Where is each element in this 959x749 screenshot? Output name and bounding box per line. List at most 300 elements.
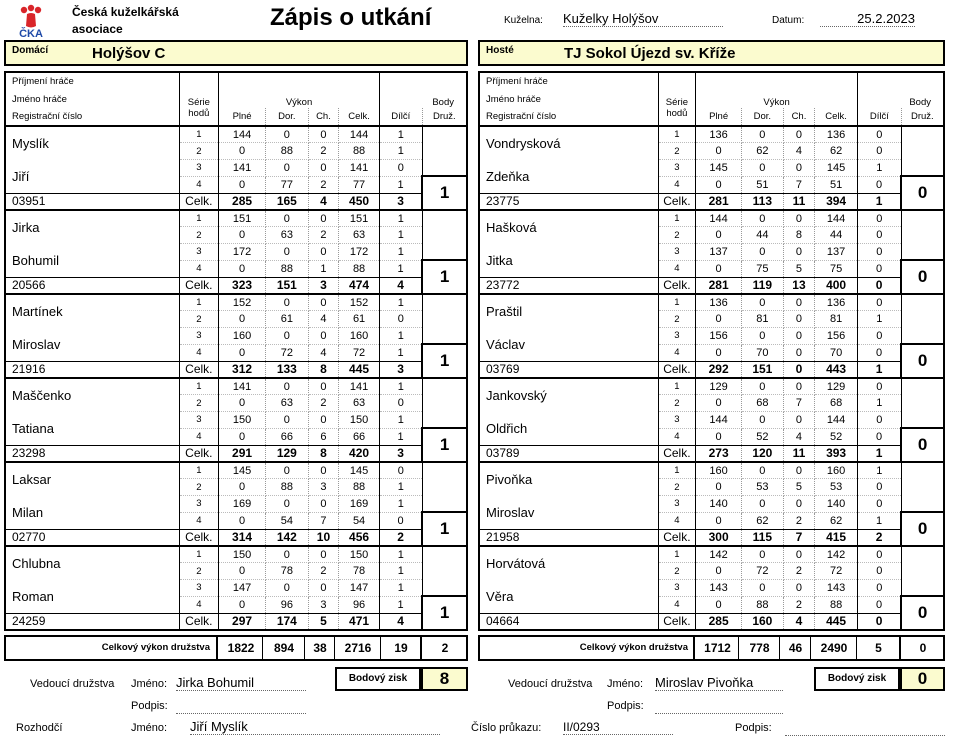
value-full[interactable]: 0 <box>696 260 742 277</box>
value-clear[interactable]: 51 <box>742 176 784 193</box>
player-surname[interactable]: Martínek <box>5 294 179 328</box>
player-reg-number[interactable]: 02770 <box>5 529 179 546</box>
guest-captain-name-field[interactable]: Miroslav Pivoňka <box>655 675 783 691</box>
player-surname[interactable]: Maščenko <box>5 378 179 412</box>
value-clear[interactable]: 88 <box>742 596 784 613</box>
referee-name-field[interactable]: Jiří Myslík <box>190 719 440 735</box>
value-errors[interactable]: 4 <box>308 193 339 210</box>
value-sum[interactable]: 54 <box>339 512 380 529</box>
value-full[interactable]: 144 <box>696 210 742 227</box>
value-sum[interactable]: 141 <box>339 160 380 177</box>
value-sum[interactable]: 136 <box>815 126 858 143</box>
value-clear[interactable]: 0 <box>265 160 308 177</box>
value-full[interactable]: 0 <box>696 479 742 496</box>
partial-points[interactable]: 0 <box>857 344 901 361</box>
value-sum[interactable]: 172 <box>339 244 380 261</box>
player-firstname[interactable]: Milan <box>5 496 179 530</box>
value-full[interactable]: 300 <box>696 529 742 546</box>
value-errors[interactable]: 4 <box>783 613 815 630</box>
value-sum[interactable]: 445 <box>815 613 858 630</box>
value-errors[interactable]: 0 <box>783 210 815 227</box>
date-field[interactable]: 25.2.2023 <box>820 11 915 27</box>
value-clear[interactable]: 72 <box>265 344 308 361</box>
value-clear[interactable]: 0 <box>742 378 784 395</box>
partial-points[interactable]: 0 <box>857 126 901 143</box>
value-sum[interactable]: 70 <box>815 344 858 361</box>
value-errors[interactable]: 0 <box>308 160 339 177</box>
value-sum[interactable]: 53 <box>815 479 858 496</box>
value-full[interactable]: 144 <box>219 126 266 143</box>
value-clear[interactable]: 70 <box>742 344 784 361</box>
value-full[interactable]: 169 <box>219 496 266 513</box>
value-sum[interactable]: 160 <box>339 328 380 345</box>
value-clear[interactable]: 0 <box>265 496 308 513</box>
partial-points[interactable]: 0 <box>857 496 901 513</box>
venue-field[interactable]: Kuželky Holýšov <box>563 11 723 27</box>
value-errors[interactable]: 4 <box>308 311 339 328</box>
value-clear[interactable]: 62 <box>742 143 784 160</box>
partial-points[interactable]: 0 <box>857 244 901 261</box>
partial-points[interactable]: 0 <box>857 143 901 160</box>
value-clear[interactable]: 120 <box>742 445 784 462</box>
player-team-points[interactable]: 0 <box>901 512 944 546</box>
value-full[interactable]: 150 <box>219 546 266 563</box>
value-full[interactable]: 281 <box>696 277 742 294</box>
value-errors[interactable]: 3 <box>308 596 339 613</box>
player-team-points[interactable]: 1 <box>422 260 467 294</box>
player-team-points[interactable]: 1 <box>422 428 467 462</box>
player-surname[interactable]: Jankovský <box>479 378 658 412</box>
player-surname[interactable]: Hašková <box>479 210 658 244</box>
value-sum[interactable]: 445 <box>339 361 380 378</box>
value-clear[interactable]: 0 <box>265 126 308 143</box>
value-clear[interactable]: 88 <box>265 479 308 496</box>
value-sum[interactable]: 72 <box>815 563 858 580</box>
partial-points[interactable]: 1 <box>857 512 901 529</box>
value-clear[interactable]: 0 <box>265 378 308 395</box>
value-full[interactable]: 0 <box>219 596 266 613</box>
partial-points[interactable]: 0 <box>857 210 901 227</box>
value-errors[interactable]: 11 <box>783 445 815 462</box>
value-errors[interactable]: 5 <box>783 260 815 277</box>
value-sum[interactable]: 81 <box>815 311 858 328</box>
player-surname[interactable]: Myslík <box>5 126 179 160</box>
value-sum[interactable]: 51 <box>815 176 858 193</box>
player-surname[interactable]: Laksar <box>5 462 179 496</box>
value-errors[interactable]: 0 <box>783 294 815 311</box>
value-clear[interactable]: 78 <box>265 563 308 580</box>
partial-points[interactable]: 1 <box>379 244 422 261</box>
partial-points[interactable]: 1 <box>857 395 901 412</box>
value-errors[interactable]: 4 <box>783 428 815 445</box>
value-full[interactable]: 0 <box>696 227 742 244</box>
value-clear[interactable]: 68 <box>742 395 784 412</box>
player-firstname[interactable]: Zdeňka <box>479 160 658 194</box>
value-clear[interactable]: 61 <box>265 311 308 328</box>
partial-points[interactable]: 1 <box>379 479 422 496</box>
value-sum[interactable]: 156 <box>815 328 858 345</box>
player-firstname[interactable]: Oldřich <box>479 412 658 446</box>
partial-points[interactable]: 3 <box>379 361 422 378</box>
value-errors[interactable]: 4 <box>783 143 815 160</box>
player-team-points[interactable]: 1 <box>422 344 467 378</box>
partial-points[interactable]: 0 <box>379 512 422 529</box>
value-sum[interactable]: 72 <box>339 344 380 361</box>
player-surname[interactable]: Horvátová <box>479 546 658 580</box>
value-sum[interactable]: 88 <box>339 143 380 160</box>
value-errors[interactable]: 2 <box>308 395 339 412</box>
value-full[interactable]: 142 <box>696 546 742 563</box>
partial-points[interactable]: 1 <box>379 294 422 311</box>
value-errors[interactable]: 0 <box>783 126 815 143</box>
partial-points[interactable]: 0 <box>857 428 901 445</box>
value-full[interactable]: 136 <box>696 126 742 143</box>
value-full[interactable]: 285 <box>219 193 266 210</box>
value-sum[interactable]: 68 <box>815 395 858 412</box>
value-clear[interactable]: 0 <box>742 546 784 563</box>
partial-points[interactable]: 0 <box>857 378 901 395</box>
value-errors[interactable]: 0 <box>783 378 815 395</box>
value-full[interactable]: 0 <box>219 227 266 244</box>
value-clear[interactable]: 0 <box>265 546 308 563</box>
value-sum[interactable]: 150 <box>339 412 380 429</box>
partial-points[interactable]: 1 <box>857 311 901 328</box>
value-sum[interactable]: 88 <box>339 479 380 496</box>
value-errors[interactable]: 7 <box>783 529 815 546</box>
player-firstname[interactable]: Jitka <box>479 244 658 278</box>
value-full[interactable]: 152 <box>219 294 266 311</box>
value-sum[interactable]: 415 <box>815 529 858 546</box>
home-captain-name-field[interactable]: Jirka Bohumil <box>176 675 306 691</box>
partial-points[interactable]: 0 <box>857 176 901 193</box>
partial-points[interactable]: 1 <box>379 344 422 361</box>
value-sum[interactable]: 471 <box>339 613 380 630</box>
value-errors[interactable]: 0 <box>783 328 815 345</box>
value-sum[interactable]: 62 <box>815 143 858 160</box>
value-sum[interactable]: 141 <box>339 378 380 395</box>
value-clear[interactable]: 66 <box>265 428 308 445</box>
value-sum[interactable]: 151 <box>339 210 380 227</box>
value-clear[interactable]: 52 <box>742 428 784 445</box>
partial-points[interactable]: 0 <box>857 227 901 244</box>
value-full[interactable]: 0 <box>219 563 266 580</box>
value-errors[interactable]: 0 <box>308 210 339 227</box>
value-clear[interactable]: 0 <box>265 412 308 429</box>
value-sum[interactable]: 147 <box>339 580 380 597</box>
player-reg-number[interactable]: 03769 <box>479 361 658 378</box>
value-full[interactable]: 0 <box>696 395 742 412</box>
value-sum[interactable]: 443 <box>815 361 858 378</box>
partial-points[interactable]: 1 <box>379 378 422 395</box>
value-full[interactable]: 0 <box>696 344 742 361</box>
value-sum[interactable]: 77 <box>339 176 380 193</box>
value-errors[interactable]: 0 <box>308 378 339 395</box>
value-clear[interactable]: 0 <box>742 294 784 311</box>
partial-points[interactable]: 0 <box>857 294 901 311</box>
value-errors[interactable]: 2 <box>783 563 815 580</box>
partial-points[interactable]: 1 <box>379 210 422 227</box>
player-surname[interactable]: Vondrysková <box>479 126 658 160</box>
value-errors[interactable]: 5 <box>308 613 339 630</box>
player-reg-number[interactable]: 04664 <box>479 613 658 630</box>
value-errors[interactable]: 0 <box>308 328 339 345</box>
value-errors[interactable]: 11 <box>783 193 815 210</box>
value-clear[interactable]: 62 <box>742 512 784 529</box>
value-sum[interactable]: 44 <box>815 227 858 244</box>
value-errors[interactable]: 0 <box>308 580 339 597</box>
value-sum[interactable]: 61 <box>339 311 380 328</box>
value-sum[interactable]: 88 <box>339 260 380 277</box>
value-errors[interactable]: 2 <box>783 596 815 613</box>
value-clear[interactable]: 165 <box>265 193 308 210</box>
value-full[interactable]: 160 <box>696 462 742 479</box>
partial-points[interactable]: 3 <box>379 445 422 462</box>
value-full[interactable]: 273 <box>696 445 742 462</box>
value-errors[interactable]: 0 <box>783 546 815 563</box>
player-reg-number[interactable]: 23298 <box>5 445 179 462</box>
partial-points[interactable]: 0 <box>857 613 901 630</box>
value-errors[interactable]: 0 <box>308 244 339 261</box>
value-full[interactable]: 172 <box>219 244 266 261</box>
value-sum[interactable]: 96 <box>339 596 380 613</box>
value-clear[interactable]: 174 <box>265 613 308 630</box>
player-surname[interactable]: Jirka <box>5 210 179 244</box>
value-clear[interactable]: 119 <box>742 277 784 294</box>
value-sum[interactable]: 145 <box>339 462 380 479</box>
value-full[interactable]: 0 <box>696 563 742 580</box>
value-errors[interactable]: 0 <box>783 311 815 328</box>
value-sum[interactable]: 143 <box>815 580 858 597</box>
value-full[interactable]: 291 <box>219 445 266 462</box>
value-clear[interactable]: 96 <box>265 596 308 613</box>
value-sum[interactable]: 400 <box>815 277 858 294</box>
value-clear[interactable]: 129 <box>265 445 308 462</box>
value-full[interactable]: 145 <box>219 462 266 479</box>
value-sum[interactable]: 144 <box>815 210 858 227</box>
value-full[interactable]: 312 <box>219 361 266 378</box>
value-sum[interactable]: 137 <box>815 244 858 261</box>
value-errors[interactable]: 7 <box>783 176 815 193</box>
value-clear[interactable]: 113 <box>742 193 784 210</box>
partial-points[interactable]: 1 <box>379 546 422 563</box>
value-clear[interactable]: 0 <box>265 580 308 597</box>
value-errors[interactable]: 6 <box>308 428 339 445</box>
partial-points[interactable]: 2 <box>379 529 422 546</box>
value-clear[interactable]: 54 <box>265 512 308 529</box>
value-full[interactable]: 285 <box>696 613 742 630</box>
value-sum[interactable]: 142 <box>815 546 858 563</box>
value-errors[interactable]: 0 <box>308 412 339 429</box>
value-clear[interactable]: 72 <box>742 563 784 580</box>
value-sum[interactable]: 450 <box>339 193 380 210</box>
partial-points[interactable]: 1 <box>379 260 422 277</box>
value-errors[interactable]: 8 <box>783 227 815 244</box>
guest-signature-field[interactable] <box>655 700 783 714</box>
partial-points[interactable]: 2 <box>857 529 901 546</box>
partial-points[interactable]: 0 <box>857 260 901 277</box>
partial-points[interactable]: 1 <box>379 496 422 513</box>
value-clear[interactable]: 0 <box>742 160 784 177</box>
value-clear[interactable]: 160 <box>742 613 784 630</box>
value-clear[interactable]: 0 <box>742 496 784 513</box>
value-errors[interactable]: 0 <box>783 462 815 479</box>
player-surname[interactable]: Chlubna <box>5 546 179 580</box>
partial-points[interactable]: 0 <box>857 580 901 597</box>
player-firstname[interactable]: Jiří <box>5 160 179 194</box>
player-reg-number[interactable]: 21958 <box>479 529 658 546</box>
value-sum[interactable]: 52 <box>815 428 858 445</box>
referee-signature-field[interactable] <box>785 722 945 736</box>
value-errors[interactable]: 0 <box>783 412 815 429</box>
value-clear[interactable]: 0 <box>265 328 308 345</box>
value-errors[interactable]: 4 <box>308 344 339 361</box>
value-errors[interactable]: 2 <box>308 227 339 244</box>
value-clear[interactable]: 0 <box>742 328 784 345</box>
value-clear[interactable]: 75 <box>742 260 784 277</box>
value-full[interactable]: 151 <box>219 210 266 227</box>
value-full[interactable]: 323 <box>219 277 266 294</box>
value-full[interactable]: 292 <box>696 361 742 378</box>
partial-points[interactable]: 0 <box>857 596 901 613</box>
value-clear[interactable]: 63 <box>265 395 308 412</box>
value-full[interactable]: 0 <box>219 395 266 412</box>
value-full[interactable]: 0 <box>219 512 266 529</box>
partial-points[interactable]: 1 <box>857 361 901 378</box>
partial-points[interactable]: 4 <box>379 613 422 630</box>
value-clear[interactable]: 0 <box>742 210 784 227</box>
value-sum[interactable]: 456 <box>339 529 380 546</box>
value-sum[interactable]: 63 <box>339 395 380 412</box>
value-full[interactable]: 314 <box>219 529 266 546</box>
value-full[interactable]: 0 <box>219 344 266 361</box>
value-clear[interactable]: 115 <box>742 529 784 546</box>
partial-points[interactable]: 0 <box>857 328 901 345</box>
value-errors[interactable]: 13 <box>783 277 815 294</box>
partial-points[interactable]: 1 <box>379 143 422 160</box>
player-firstname[interactable]: Bohumil <box>5 244 179 278</box>
value-sum[interactable]: 145 <box>815 160 858 177</box>
value-full[interactable]: 281 <box>696 193 742 210</box>
value-full[interactable]: 297 <box>219 613 266 630</box>
value-clear[interactable]: 133 <box>265 361 308 378</box>
player-team-points[interactable]: 0 <box>901 428 944 462</box>
player-surname[interactable]: Praštil <box>479 294 658 328</box>
value-errors[interactable]: 0 <box>783 160 815 177</box>
player-reg-number[interactable]: 03789 <box>479 445 658 462</box>
player-reg-number[interactable]: 21916 <box>5 361 179 378</box>
value-sum[interactable]: 140 <box>815 496 858 513</box>
value-sum[interactable]: 393 <box>815 445 858 462</box>
value-sum[interactable]: 152 <box>339 294 380 311</box>
value-errors[interactable]: 0 <box>783 361 815 378</box>
partial-points[interactable]: 1 <box>857 160 901 177</box>
value-clear[interactable]: 88 <box>265 143 308 160</box>
value-full[interactable]: 143 <box>696 580 742 597</box>
value-full[interactable]: 140 <box>696 496 742 513</box>
player-firstname[interactable]: Věra <box>479 580 658 614</box>
player-firstname[interactable]: Václav <box>479 328 658 362</box>
value-full[interactable]: 0 <box>219 479 266 496</box>
partial-points[interactable]: 0 <box>857 479 901 496</box>
value-clear[interactable]: 0 <box>265 244 308 261</box>
value-clear[interactable]: 0 <box>265 294 308 311</box>
player-firstname[interactable]: Miroslav <box>479 496 658 530</box>
value-sum[interactable]: 420 <box>339 445 380 462</box>
value-sum[interactable]: 169 <box>339 496 380 513</box>
player-team-points[interactable]: 0 <box>901 596 944 630</box>
value-full[interactable]: 141 <box>219 160 266 177</box>
partial-points[interactable]: 1 <box>379 580 422 597</box>
player-firstname[interactable]: Tatiana <box>5 412 179 446</box>
partial-points[interactable]: 1 <box>379 563 422 580</box>
value-errors[interactable]: 0 <box>308 294 339 311</box>
value-clear[interactable]: 0 <box>742 244 784 261</box>
value-full[interactable]: 0 <box>696 512 742 529</box>
value-errors[interactable]: 0 <box>308 546 339 563</box>
value-errors[interactable]: 2 <box>308 176 339 193</box>
partial-points[interactable]: 1 <box>379 227 422 244</box>
partial-points[interactable]: 1 <box>857 462 901 479</box>
value-errors[interactable]: 0 <box>783 496 815 513</box>
value-sum[interactable]: 78 <box>339 563 380 580</box>
value-clear[interactable]: 0 <box>742 412 784 429</box>
value-clear[interactable]: 81 <box>742 311 784 328</box>
player-reg-number[interactable]: 03951 <box>5 193 179 210</box>
value-clear[interactable]: 0 <box>265 210 308 227</box>
partial-points[interactable]: 1 <box>379 126 422 143</box>
value-full[interactable]: 0 <box>219 311 266 328</box>
value-errors[interactable]: 3 <box>308 277 339 294</box>
value-errors[interactable]: 3 <box>308 479 339 496</box>
value-sum[interactable]: 474 <box>339 277 380 294</box>
value-full[interactable]: 136 <box>696 294 742 311</box>
player-reg-number[interactable]: 20566 <box>5 277 179 294</box>
partial-points[interactable]: 0 <box>379 462 422 479</box>
partial-points[interactable]: 1 <box>379 412 422 429</box>
value-full[interactable]: 0 <box>219 260 266 277</box>
value-errors[interactable]: 10 <box>308 529 339 546</box>
value-errors[interactable]: 2 <box>308 563 339 580</box>
player-firstname[interactable]: Roman <box>5 580 179 614</box>
value-full[interactable]: 0 <box>219 143 266 160</box>
partial-points[interactable]: 1 <box>379 328 422 345</box>
partial-points[interactable]: 1 <box>379 428 422 445</box>
value-errors[interactable]: 7 <box>783 395 815 412</box>
value-full[interactable]: 147 <box>219 580 266 597</box>
partial-points[interactable]: 1 <box>379 596 422 613</box>
player-reg-number[interactable]: 24259 <box>5 613 179 630</box>
value-sum[interactable]: 129 <box>815 378 858 395</box>
player-team-points[interactable]: 1 <box>422 512 467 546</box>
partial-points[interactable]: 0 <box>857 412 901 429</box>
value-errors[interactable]: 0 <box>783 244 815 261</box>
partial-points[interactable]: 1 <box>857 193 901 210</box>
value-clear[interactable]: 44 <box>742 227 784 244</box>
value-clear[interactable]: 142 <box>265 529 308 546</box>
partial-points[interactable]: 0 <box>379 395 422 412</box>
player-surname[interactable]: Pivoňka <box>479 462 658 496</box>
value-sum[interactable]: 144 <box>339 126 380 143</box>
value-sum[interactable]: 88 <box>815 596 858 613</box>
value-full[interactable]: 0 <box>219 176 266 193</box>
value-full[interactable]: 129 <box>696 378 742 395</box>
value-sum[interactable]: 75 <box>815 260 858 277</box>
value-sum[interactable]: 66 <box>339 428 380 445</box>
value-errors[interactable]: 2 <box>308 143 339 160</box>
player-team-points[interactable]: 0 <box>901 176 944 210</box>
value-clear[interactable]: 63 <box>265 227 308 244</box>
value-sum[interactable]: 144 <box>815 412 858 429</box>
